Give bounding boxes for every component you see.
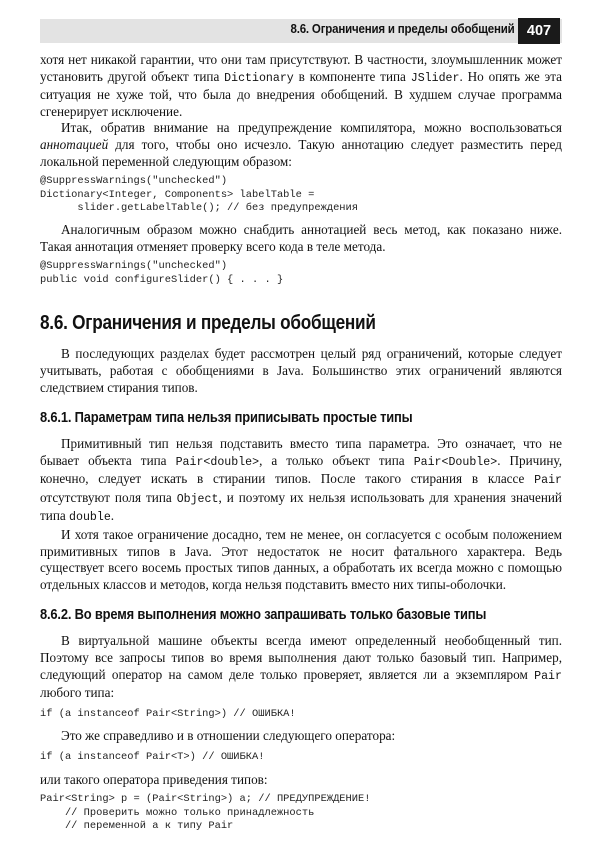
code-block: @SuppressWarnings("unchecked") public void configureSlider() { . . . } <box>40 260 284 286</box>
subsection-heading: 8.6.1. Параметрам типа нельзя приписывать простые типы <box>40 409 413 427</box>
code-line: if (a instanceof Pair<T>) // ОШИБКА! <box>40 751 265 763</box>
paragraph: Итак, обратив внимание на предупреждение компилятора, можно воспользоваться аннотацией для того, чтобы оно исчезло. Такую аннотацию следует разместить перед локальной переменной следующим образом: <box>40 120 562 169</box>
paragraph: Аналогичным образом можно снабдить аннотацией весь метод, как показано ниже. Такая аннотация отменяет проверку всего кода в теле метода. <box>40 221 562 254</box>
paragraph: или такого оператора приведения типов: <box>40 771 268 787</box>
paragraph: хотя нет никакой гарантии, что они там присутствуют. В частности, злоумышленник может установить другой объект типа Dictionary в компоненте типа JSlider. Но опять же эта ситуация не хуже той, что была до внедрения обобщений. В худшем случае программа сгенерирует исключение. <box>40 52 562 119</box>
code-line: if (a instanceof Pair<String>) // ОШИБКА! <box>40 707 296 720</box>
paragraph: В виртуальной машине объекты всегда имеют определенный необобщенный тип. Поэтому все запросы типов во время выполнения дают только базовый тип. Например, следующий оператор на самом деле только проверяет, является ли a экземпляром Pair любого типа: <box>40 633 562 701</box>
paragraph: Примитивный тип нельзя подставить вместо типа параметра. Это означает, что не бывает объекта типа Pair<double>, а только объект типа Pair<Double>. Причину, конечно, следует искать в стирании типов. После такого стирания в классе Pair отсутствуют поля типа Object, и поэтому их нельзя использовать для хранения значений типа double. <box>40 436 563 525</box>
paragraph: И хотя такое ограничение досадно, тем не менее, он согласуется с особым положением примитивных типов в Java. Этот недостаток не носит фатального характера. Ведь существует всего восемь простых типов данных, а обработать их всегда можно с помощью отдельных классов и методов, когда нельзя подставить вместо них типы-оболочки. <box>40 527 562 592</box>
paragraph: Это же справедливо и в отношении следующего оператора: <box>61 728 396 744</box>
section-heading: 8.6. Ограничения и пределы обобщений <box>40 312 376 335</box>
code-block: @SuppressWarnings("unchecked") Dictionary<Integer, Components> labelTable = slider.getLabelTable(); // без предупреждения <box>40 175 359 215</box>
page-number: 407 <box>518 18 560 44</box>
running-header <box>0 0 600 46</box>
page-body <box>40 52 562 834</box>
code-block: Pair<String> p = (Pair<String>) a; // ПРЕДУПРЕЖДЕНИЕ! // Проверить можно только принадлежность // переменной a к типу Pair <box>40 793 371 833</box>
running-title: 8.6. Ограничения и пределы обобщений <box>289 22 514 36</box>
paragraph: В последующих разделах будет рассмотрен целый ряд ограничений, которые следует учитывать, работая с обобщениями в Java. Большинство этих ограничений являются следствием стирания типов. <box>40 346 562 395</box>
subsection-heading: 8.6.2. Во время выполнения можно запрашивать только базовые типы <box>40 606 487 624</box>
